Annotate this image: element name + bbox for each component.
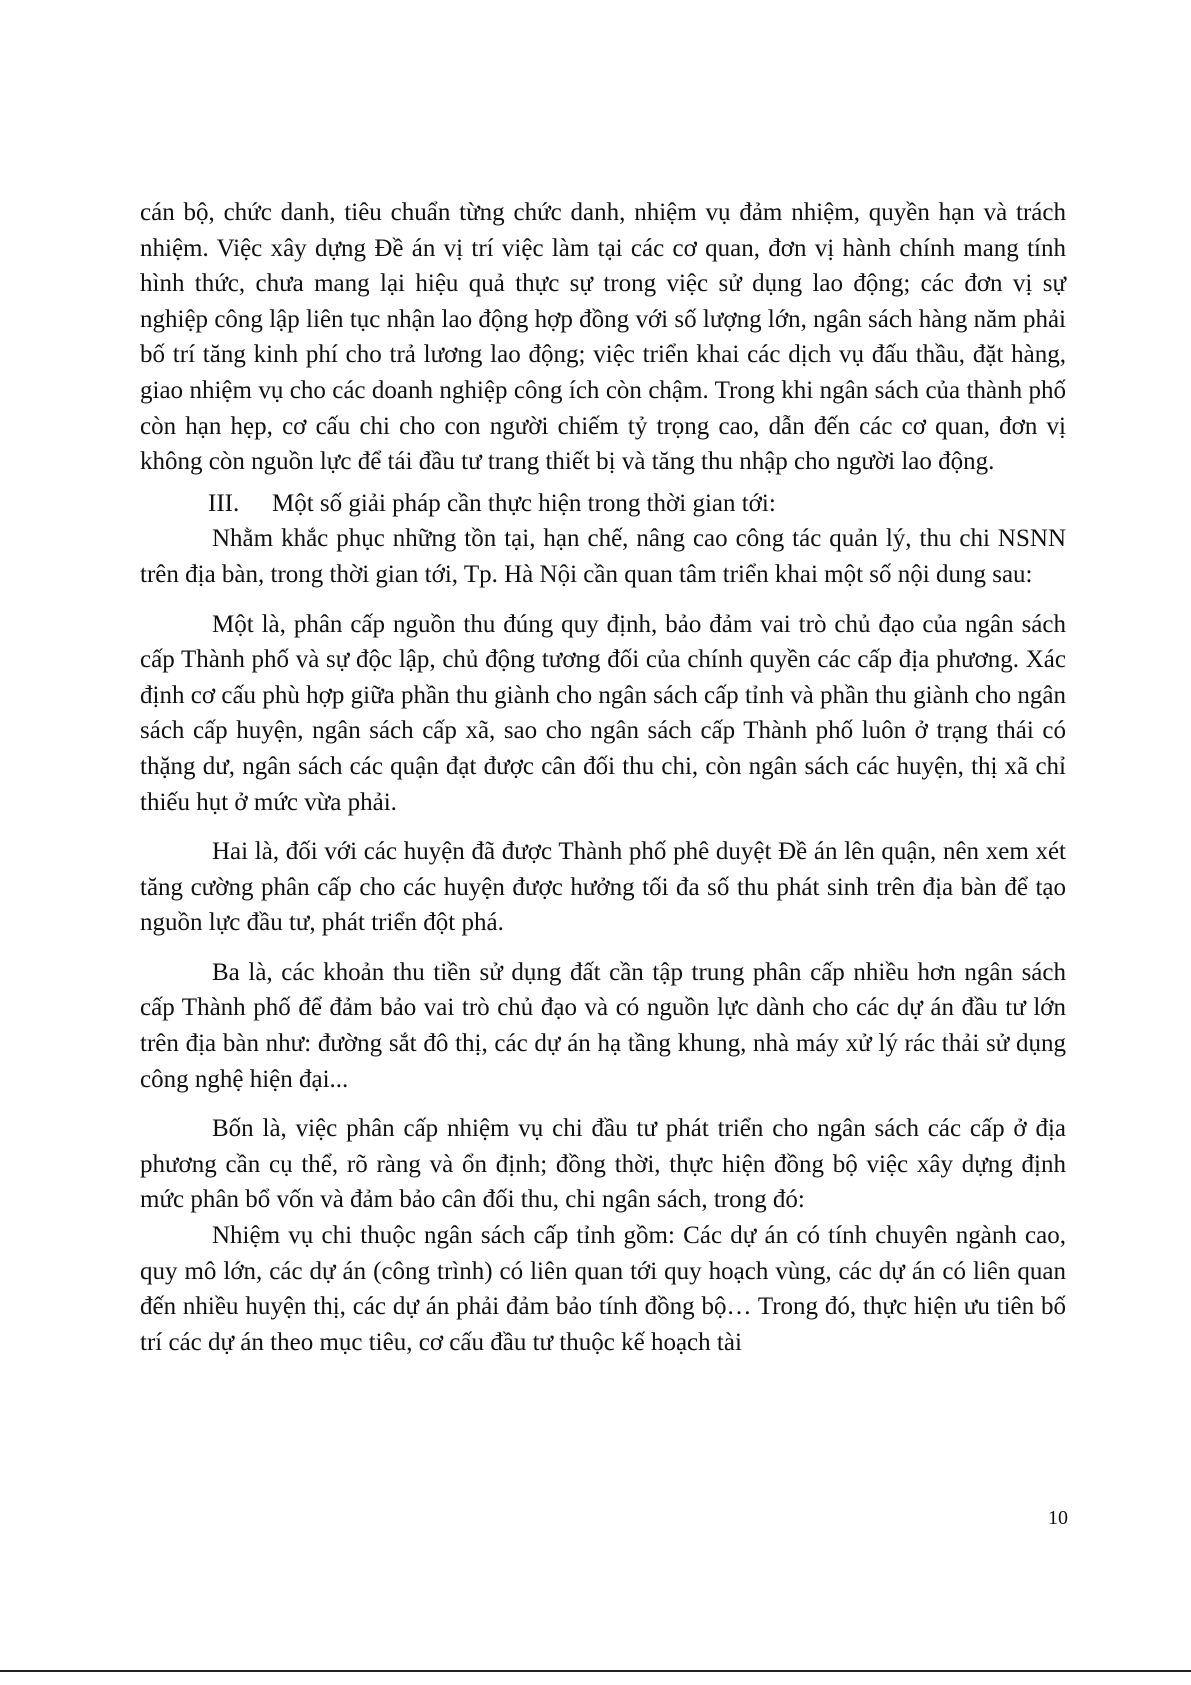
paragraph-solution-4: Bốn là, việc phân cấp nhiệm vụ chi đầu tư phát triển cho ngân sách các cấp ở địa phương cần cụ thể, rõ ràng và ổn định; đồng thời, thực hiện đồng bộ việc xây dựng định mức phân bổ vốn và đảm bảo cân đối thu, chi ngân sách, trong đó: — [140, 1115, 1066, 1214]
page-number: 10 — [1048, 1507, 1068, 1529]
bottom-divider — [0, 1670, 1191, 1672]
section-title: Một số giải pháp cần thực hiện trong thời gian tới: — [272, 489, 776, 517]
section-heading — [140, 486, 1066, 522]
paragraph-solution-1: Một là, phân cấp nguồn thu đúng quy định, bảo đảm vai trò chủ đạo của ngân sách cấp Thành phố và sự độc lập, chủ động tương đối của chính quyền các cấp địa phương. Xác định cơ cấu phù hợp giữa phần thu giành cho ngân sách cấp tỉnh và phần thu giành cho ngân sách cấp huyện, ngân sách cấp xã, sao cho ngân sách cấp Thành phố luôn ở trạng thái có thặng dư, ngân sách các quận đạt được cân đối thu chi, còn ngân sách các huyện, thị xã chỉ thiếu hụt ở mức vừa phải. — [140, 610, 1066, 816]
paragraph-continuation: cán bộ, chức danh, tiêu chuẩn từng chức danh, nhiệm vụ đảm nhiệm, quyền hạn và trách nhiệm. Việc xây dựng Đề án vị trí việc làm tại các cơ quan, đơn vị hành chính mang tính hình thức, chưa mang lại hiệu quả thực sự trong việc sử dụng lao động; các đơn vị sự nghiệp công lập liên tục nhận lao động hợp đồng với số lượng lớn, ngân sách hàng năm phải bố trí tăng kinh phí cho trả lương lao động; việc triển khai các dịch vụ đấu thầu, đặt hàng, giao nhiệm vụ cho các doanh nghiệp công ích còn chậm. Trong khi ngân sách của thành phố còn hạn hẹp, cơ cấu chi cho con người chiếm tỷ trọng cao, dẫn đến các cơ quan, đơn vị không còn nguồn lực để tái đầu tư trang thiết bị và tăng thu nhập cho người lao động. — [140, 199, 1066, 476]
paragraph-solution-2: Hai là, đối với các huyện đã được Thành phố phê duyệt Đề án lên quận, nên xem xét tăng cường phân cấp cho các huyện được hưởng tối đa số thu phát sinh trên địa bàn để tạo nguồn lực đầu tư, phát triển đột phá. — [140, 838, 1066, 937]
section-number: III. — [208, 489, 240, 517]
paragraph-provincial-tasks: Nhiệm vụ chi thuộc ngân sách cấp tỉnh gồm: Các dự án có tính chuyên ngành cao, quy mô lớn, các dự án (công trình) có liên quan tới quy hoạch vùng, các dự án có liên quan đến nhiều huyện thị, các dự án phải đảm bảo tính đồng bộ… Trong đó, thực hiện ưu tiên bố trí các dự án theo mục tiêu, cơ cấu đầu tư thuộc kế hoạch tài — [140, 1222, 1066, 1356]
paragraph-solution-3: Ba là, các khoản thu tiền sử dụng đất cần tập trung phân cấp nhiều hơn ngân sách cấp Thành phố để đảm bảo vai trò chủ đạo và có nguồn lực dành cho các dự án đầu tư lớn trên địa bàn như: đường sắt đô thị, các dự án hạ tầng khung, nhà máy xử lý rác thải sử dụng công nghệ hiện đại... — [140, 958, 1066, 1093]
paragraph-intro: Nhằm khắc phục những tồn tại, hạn chế, nâng cao công tác quản lý, thu chi NSNN trên địa bàn, trong thời gian tới, Tp. Hà Nội cần quan tâm triển khai một số nội dung sau: — [140, 525, 1066, 588]
document-body — [140, 195, 1066, 1360]
